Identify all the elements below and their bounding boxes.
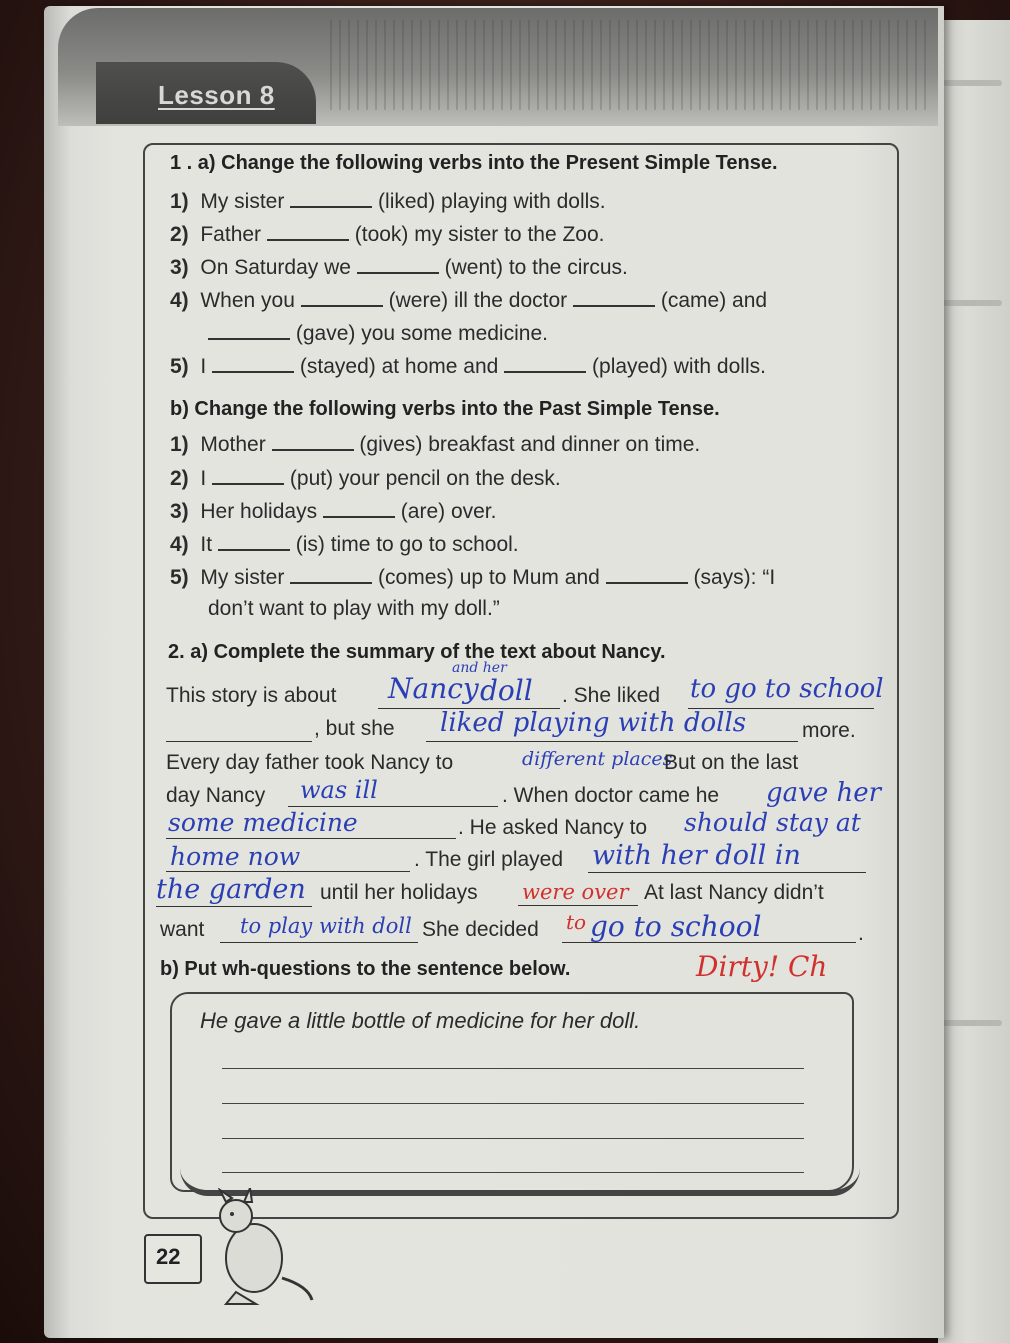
answer-line [222,1138,804,1139]
summary-text: She decided [422,918,539,941]
answer-line [220,942,418,943]
ex1a-item-1: 1) My sister (liked) playing with dolls. [170,190,606,213]
lesson-title: Lesson 8 [158,80,275,110]
facing-page-edge [938,20,1010,1343]
handwritten-answer: and her [452,660,507,676]
header-decoration [330,20,930,110]
summary-text: . She liked [562,684,661,707]
summary-text: more. [802,719,856,742]
handwritten-answer: should stay at [684,808,861,837]
kangaroo-mascot-icon [196,1188,316,1306]
summary-text: But on the last [664,751,799,774]
summary-text: . [858,922,864,945]
handwritten-answer: gave her [766,778,882,808]
answer-line [288,806,498,807]
ex1a-item-2: 2) Father (took) my sister to the Zoo. [170,223,605,246]
page-number: 22 [156,1244,181,1269]
summary-text: This story is about [166,684,337,707]
answer-line [588,872,866,873]
handwritten-answer: to [566,910,587,934]
summary-text: , but she [314,717,395,740]
handwritten-answer: was ill [300,776,378,804]
answer-line [166,871,410,872]
handwritten-answer: with her doll in [592,840,801,871]
ex1b-item-1: 1) Mother (gives) breakfast and dinner on time. [170,433,701,456]
answer-line [222,1068,804,1069]
ex1a-item-4-cont: (gave) you some medicine. [208,320,548,346]
handwritten-answer: home now [170,842,301,871]
ex1a-title: 1 . a) Change the following verbs into the Present Simple Tense. [170,152,778,174]
ex1b-item-5-cont: don’t want to play with my doll.” [208,597,500,620]
ex1b-title: b) Change the following verbs into the Past Simple Tense. [170,398,720,420]
answer-line [166,741,312,742]
summary-text: day Nancy [166,784,266,807]
answer-line [222,1103,804,1104]
handwritten-answer: doll [480,674,533,707]
ex1b-item-2: 2) I (put) your pencil on the desk. [170,467,561,490]
summary-text: . The girl played [414,848,564,871]
handwritten-answer: go to school [590,910,762,943]
ex1b-item-5: 5) My sister (comes) up to Mum and (says): “I [170,566,776,589]
ex1a-item-4: 4) When you (were) ill the doctor (came) and [170,289,768,312]
handwritten-answer: liked playing with dolls [440,708,747,738]
summary-text: until her holidays [320,881,478,904]
handwritten-answer: the garden [156,874,306,905]
teacher-note: Dirty! Ch [696,950,828,983]
answer-line [518,905,638,906]
summary-text: . When doctor came he [502,784,720,807]
ex2b-title: b) Put wh-questions to the sentence below. [160,958,571,980]
handwritten-answer: to go to school [690,674,884,704]
answer-line [426,741,798,742]
handwritten-answer: were over [522,880,629,904]
ex1b-item-3: 3) Her holidays (are) over. [170,500,497,523]
ex2b-sentence: He gave a little bottle of medicine for her doll. [200,1008,641,1033]
summary-text: Every day father took Nancy to [166,751,454,774]
handwritten-answer: different places [522,748,673,770]
summary-text: At last Nancy didn’t [644,881,824,904]
ex1a-item-5: 5) I (stayed) at home and (played) with dolls. [170,355,766,378]
ex2a-title: 2. a) Complete the summary of the text about Nancy. [168,641,666,663]
answer-line [222,1172,804,1173]
ex1b-item-4: 4) It (is) time to go to school. [170,533,519,556]
handwritten-answer: to play with doll [240,914,412,938]
handwritten-answer: some medicine [168,808,358,837]
ex1a-item-3: 3) On Saturday we (went) to the circus. [170,256,628,279]
summary-text: want [160,918,205,941]
handwritten-answer: Nancy [388,672,479,705]
summary-text: . He asked Nancy to [458,816,648,839]
answer-line [166,838,456,839]
answer-line [156,906,312,907]
